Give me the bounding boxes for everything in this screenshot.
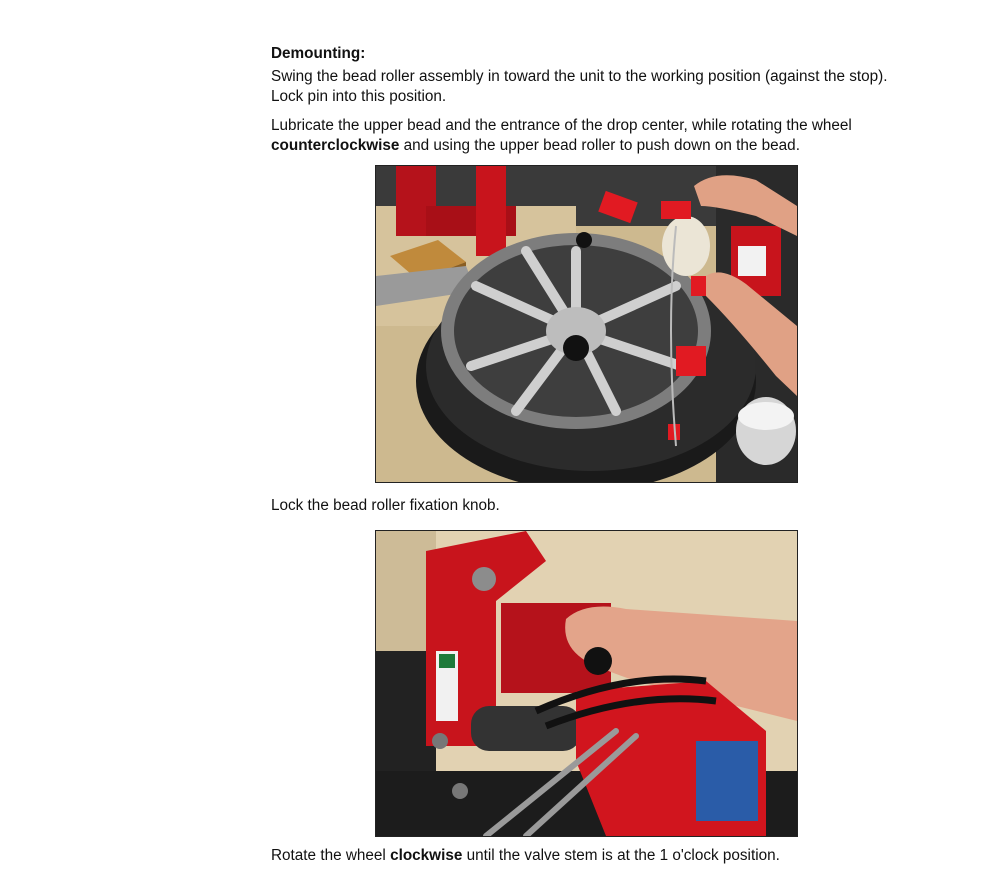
instruction-paragraph-1: Swing the bead roller assembly in toward the unit to the working position (against the stop). Lock pin into this position.: [271, 68, 888, 105]
para2-text-after: and using the upper bead roller to push down on the bead.: [399, 137, 800, 154]
instruction-paragraph-3: Lock the bead roller fixation knob.: [271, 497, 500, 514]
para4-text-before: Rotate the wheel: [271, 847, 391, 864]
para2-text-before: Lubricate the upper bead and the entrance of the drop center, while rotating the wheel: [271, 117, 852, 134]
instruction-paragraph-2: [271, 116, 921, 156]
photo-wheel-bead-roller: [375, 165, 798, 483]
para4-bold-clockwise: clockwise: [390, 847, 463, 864]
instruction-paragraph-4: [271, 846, 921, 866]
para2-bold-counterclockwise: counterclockwise: [271, 137, 400, 154]
photo-fixation-knob: [375, 530, 798, 837]
section-heading: Demounting:: [271, 45, 366, 62]
para4-text-after: until the valve stem is at the 1 o'clock position.: [462, 847, 780, 864]
